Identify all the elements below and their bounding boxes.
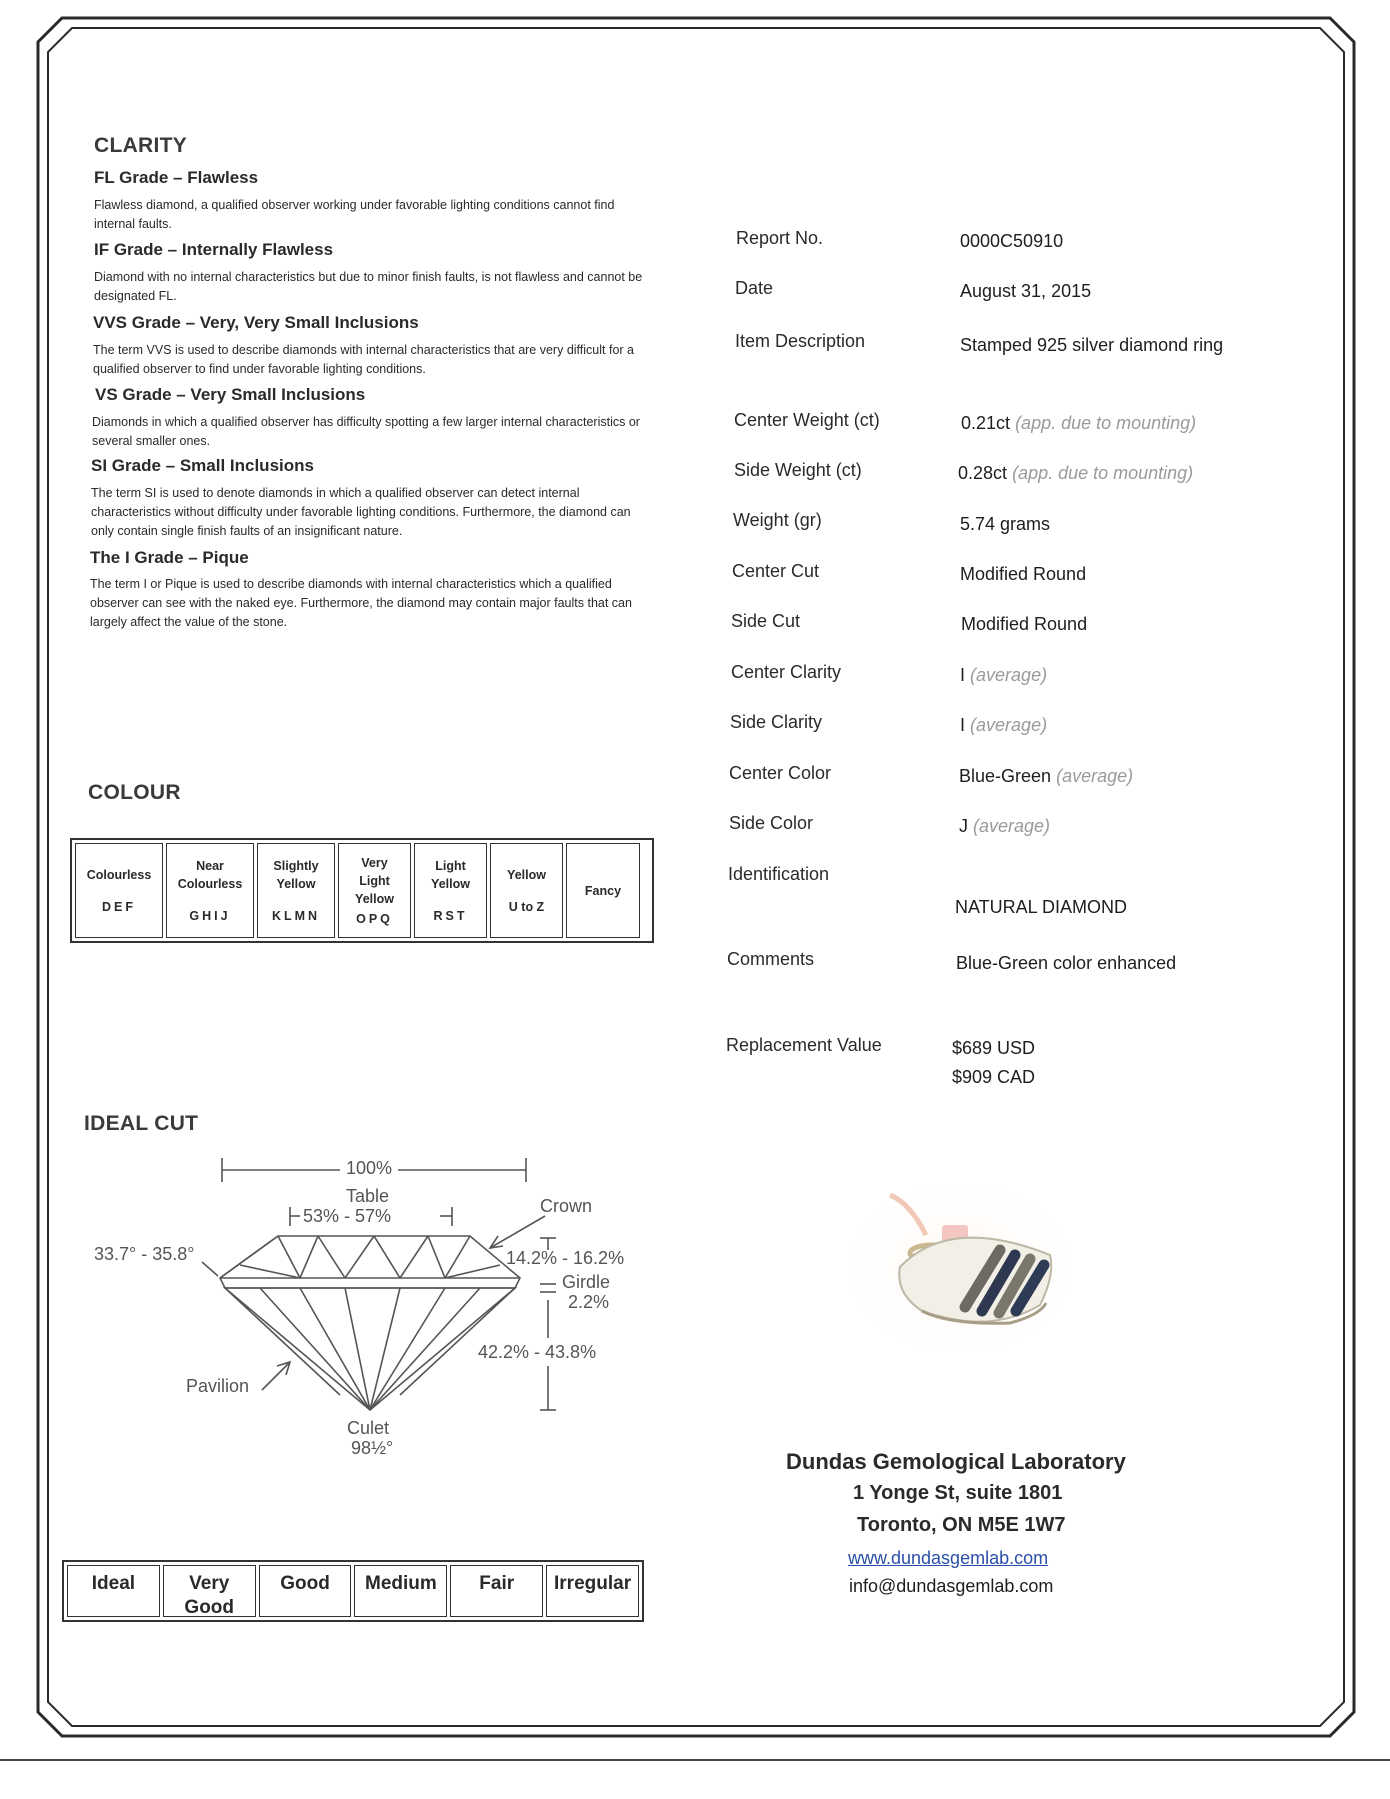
field-label-side-weight: Side Weight (ct) xyxy=(734,460,862,480)
field-value-date: August 31, 2015 xyxy=(960,281,1092,301)
value-text: 0.28ct xyxy=(958,463,1008,483)
cut-grade-cell: Good xyxy=(259,1565,352,1617)
value-note: (average) xyxy=(970,715,1048,735)
value-note: (app. due to mounting) xyxy=(1012,463,1194,483)
field-label-center-cut: Center Cut xyxy=(732,561,820,581)
colour-cell-code: GHIJ xyxy=(189,908,231,923)
field-label-comments: Comments xyxy=(727,949,815,969)
lab-email[interactable]: info@dundasgemlab.com xyxy=(849,1576,1054,1596)
value-note: (average) xyxy=(970,665,1048,685)
value-note: (app. due to mounting) xyxy=(1015,413,1197,433)
colour-cell-code: DEF xyxy=(102,899,136,914)
field-label-center-clarity: Center Clarity xyxy=(731,662,842,682)
field-value-weight-gr: 5.74 grams xyxy=(960,514,1051,534)
grade-i-heading: The I Grade – Pique xyxy=(90,548,249,567)
colour-cell-code: OPQ xyxy=(356,911,393,926)
field-label-weight-gr: Weight (gr) xyxy=(733,510,822,530)
field-value-side-cut: Modified Round xyxy=(961,614,1088,634)
field-value-center-cut: Modified Round xyxy=(960,564,1087,584)
cut-grade-cell: Ideal xyxy=(67,1565,160,1617)
grade-if-heading: IF Grade – Internally Flawless xyxy=(94,240,334,259)
grade-vvs-heading: VVS Grade – Very, Very Small Inclusions xyxy=(93,313,419,332)
value-text: Blue-Green xyxy=(959,766,1052,786)
field-value-center-weight xyxy=(961,413,1196,434)
field-value-center-color xyxy=(959,766,1133,787)
cut-grade-label: Very Good xyxy=(184,1573,235,1618)
value-text: I xyxy=(960,715,966,735)
lab-address-street: 1 Yonge St, suite 1801 xyxy=(853,1482,1063,1504)
field-label-report-no: Report No. xyxy=(736,228,824,248)
lab-address-city: Toronto, ON M5E 1W7 xyxy=(857,1514,1066,1536)
diagram-table-label: Table xyxy=(346,1186,390,1206)
diagram-table-pct: 53% - 57% xyxy=(303,1206,392,1226)
cut-grade-cell xyxy=(163,1565,256,1617)
cut-grade-table xyxy=(62,1560,644,1622)
grade-si-heading: SI Grade – Small Inclusions xyxy=(91,456,314,475)
diagram-crown-angle: 33.7° - 35.8° xyxy=(94,1244,195,1264)
colour-cell-code: KLMN xyxy=(271,908,321,923)
grade-fl-heading: FL Grade – Flawless xyxy=(94,168,259,187)
lab-name: Dundas Gemological Laboratory xyxy=(786,1449,1126,1474)
diagram-girdle-pct: 2.2% xyxy=(568,1292,610,1312)
grade-i-desc: The term I or Pique is used to describe diamonds with internal characteristics which a qualified observer can see with the naked eye. Furthermore, the diamond may contain major faults that can largely affect the value of the stone. xyxy=(90,577,632,629)
colour-cell-label: Colourless xyxy=(86,867,152,882)
field-value-center-clarity xyxy=(960,665,1047,686)
diagram-pavilion-label: Pavilion xyxy=(186,1376,250,1396)
grade-vs-desc: Diamonds in which a qualified observer has difficulty spotting a few larger internal characteristics or several smaller ones. xyxy=(92,415,640,448)
field-label-center-color: Center Color xyxy=(729,763,832,783)
ideal-cut-title: IDEAL CUT xyxy=(84,1112,199,1135)
diagram-crown-label: Crown xyxy=(540,1196,593,1216)
lab-website-link[interactable]: www.dundasgemlab.com xyxy=(848,1548,1049,1568)
field-value-side-clarity xyxy=(960,715,1047,736)
diagram-girdle-label: Girdle xyxy=(562,1272,611,1292)
field-value-replacement-cad: $909 CAD xyxy=(952,1067,1036,1087)
value-text: 0.21ct xyxy=(961,413,1011,433)
clarity-title: CLARITY xyxy=(94,134,188,157)
colour-cell-code: RST xyxy=(433,908,468,923)
field-value-replacement-usd: $689 USD xyxy=(952,1038,1036,1058)
grade-fl-desc: Flawless diamond, a qualified observer working under favorable lighting conditions cannot find internal faults. xyxy=(94,198,615,231)
colour-cell-label: Slightly Yellow xyxy=(273,858,319,891)
value-text: J xyxy=(959,816,968,836)
cut-grade-cell: Irregular xyxy=(546,1565,639,1617)
diagram-pavilion-pct: 42.2% - 43.8% xyxy=(478,1342,597,1362)
diagram-total-pct: 100% xyxy=(346,1158,393,1178)
colour-cell-label: Near Colourless xyxy=(177,858,243,891)
value-note: (average) xyxy=(1056,766,1134,786)
value-text: I xyxy=(960,665,966,685)
ring-photo xyxy=(850,1175,1070,1345)
grade-vs-heading: VS Grade – Very Small Inclusions xyxy=(95,385,366,404)
field-label-center-weight: Center Weight (ct) xyxy=(734,410,880,430)
field-value-side-color xyxy=(959,816,1050,837)
grade-if-desc: Diamond with no internal characteristics but due to minor finish faults, is not flawless and cannot be designated FL. xyxy=(94,270,643,303)
field-label-side-clarity: Side Clarity xyxy=(730,712,823,732)
field-value-item-description: Stamped 925 silver diamond ring xyxy=(960,335,1224,355)
field-value-report-no: 0000C50910 xyxy=(960,231,1064,251)
field-label-identification: Identification xyxy=(728,864,830,884)
field-label-item-description: Item Description xyxy=(735,331,866,351)
field-value-comments: Blue-Green color enhanced xyxy=(956,953,1177,973)
grade-vvs-desc: The term VVS is used to describe diamonds with internal characteristics that are very difficult for a qualified observer to find under favorable lighting conditions. xyxy=(93,343,634,376)
field-value-side-weight xyxy=(958,463,1193,484)
colour-cell-label: Light Yellow xyxy=(431,858,470,891)
colour-cell-label: Fancy xyxy=(584,883,622,898)
field-label-date: Date xyxy=(735,278,774,298)
cut-grade-cell: Fair xyxy=(450,1565,543,1617)
colour-title: COLOUR xyxy=(88,781,181,804)
cut-grade-cell: Medium xyxy=(354,1565,447,1617)
field-label-side-color: Side Color xyxy=(729,813,814,833)
diagram-culet-pct: 98½° xyxy=(351,1438,394,1458)
colour-cell-label: Very Light Yellow xyxy=(355,855,394,906)
colour-cell-label: Yellow xyxy=(507,867,546,882)
field-value-identification: NATURAL DIAMOND xyxy=(955,897,1128,917)
diagram-culet-label: Culet xyxy=(347,1418,390,1438)
field-label-side-cut: Side Cut xyxy=(731,611,801,631)
diagram-crown-pct: 14.2% - 16.2% xyxy=(506,1248,625,1268)
grade-si-desc: The term SI is used to denote diamonds in which a qualified observer can detect internal characteristics without difficulty under favorable lighting conditions. Furthermore, the diamond can only contain single finish faults of an insignificant nature. xyxy=(91,486,631,538)
colour-cell-code: U to Z xyxy=(508,899,545,914)
field-label-replacement-value: Replacement Value xyxy=(726,1035,882,1055)
value-note: (average) xyxy=(973,816,1051,836)
